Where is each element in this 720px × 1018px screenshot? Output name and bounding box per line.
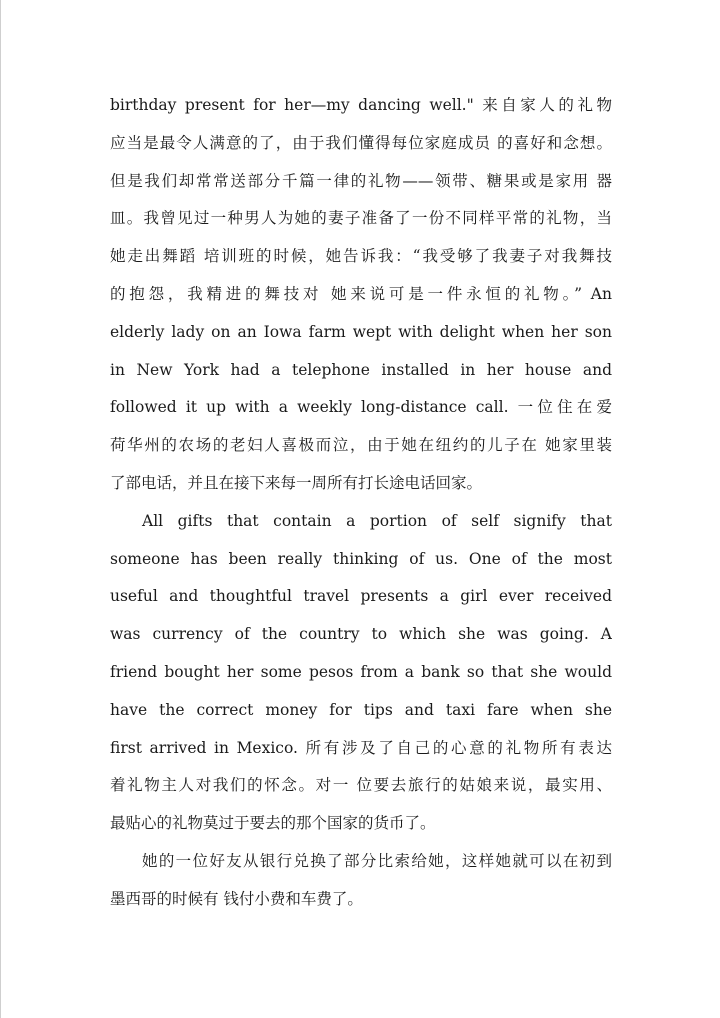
text-line: useful and thoughtful travel presents a girl ever received xyxy=(110,587,612,606)
paragraph-2 xyxy=(110,503,612,843)
text-line: All gifts that contain a portion of self signify that xyxy=(142,511,612,530)
text-line: followed it up with a weekly long-distance call. 一位住在爱 xyxy=(110,398,612,417)
document-body xyxy=(110,87,612,919)
text-line: 她走出舞蹈 培训班的时候，她告诉我：“我受够了我妻子对我舞技 xyxy=(110,247,612,266)
text-line: 着礼物主人对我们的怀念。对一 位要去旅行的姑娘来说，最实用、 xyxy=(110,776,612,795)
paragraph-3 xyxy=(110,843,612,919)
text-line: have the correct money for tips and taxi fare when she xyxy=(110,700,612,719)
text-line: 但是我们却常常送部分千篇一律的礼物——领带、糖果或是家用 器 xyxy=(110,171,612,190)
text-line: 的抱怨，我精进的舞技对 她来说可是一件永恒的礼物。” An xyxy=(110,284,612,303)
text-line: in New York had a telephone installed in her house and xyxy=(110,360,612,379)
text-line: 最贴心的礼物莫过于要去的那个国家的货币了。 xyxy=(110,814,436,833)
text-line: 皿。我曾见过一种男人为她的妻子准备了一份不同样平常的礼物，当 xyxy=(110,209,612,228)
text-line: birthday present for her—my dancing well." 来自家人的礼物 xyxy=(110,96,612,114)
paragraph-1 xyxy=(110,87,612,503)
text-line: friend bought her some pesos from a bank so that she would xyxy=(110,662,612,681)
text-line: someone has been really thinking of us. One of the most xyxy=(110,549,612,568)
text-line: first arrived in Mexico. 所有涉及了自己的心意的礼物所有表达 xyxy=(110,738,612,757)
text-line: 荷华州的农场的老妇人喜极而泣，由于她在纽约的儿子在 她家里装 xyxy=(110,436,612,455)
text-line: 墨西哥的时候有 钱付小费和车费了。 xyxy=(110,889,363,908)
text-line: 应当是最令人满意的了，由于我们懂得每位家庭成员 的喜好和念想。 xyxy=(110,133,612,152)
text-line: was currency of the country to which she was going. A xyxy=(110,625,612,644)
text-line: elderly lady on an Iowa farm wept with delight when her son xyxy=(110,322,612,341)
text-line: 她的一位好友从银行兑换了部分比索给她，这样她就可以在初到 xyxy=(142,851,612,870)
text-line: 了部电话，并且在接下来每一周所有打长途电话回家。 xyxy=(110,473,483,492)
